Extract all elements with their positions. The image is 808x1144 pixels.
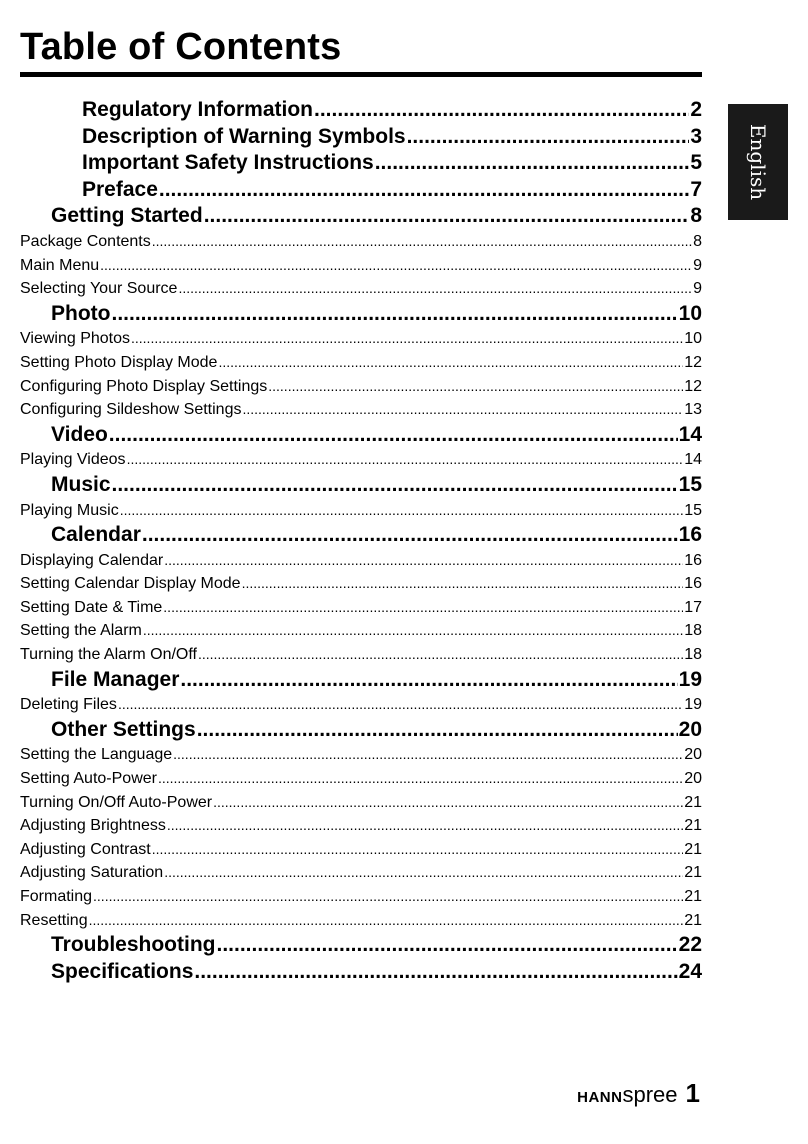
language-tab-label: English [746,123,770,201]
toc-entry-title: Setting Photo Display Mode [20,353,218,371]
toc-entry-page: 21 [684,840,702,858]
toc-entry-page: 8 [693,232,702,250]
toc-entry[interactable] [20,596,702,620]
toc-entry-page: 20 [678,717,702,741]
toc-leader-dots [112,472,678,499]
toc-entry[interactable] [20,767,702,791]
toc-leader-dots [131,327,683,351]
toc-entry-title: Adjusting Brightness [20,817,166,835]
toc-entry-title: Setting the Alarm [20,622,142,640]
toc-entry-title: Deleting Files [20,696,117,714]
toc-entry-title: File Manager [51,667,180,691]
toc-entry-title: Music [51,472,111,496]
toc-entry-title: Photo [51,301,111,325]
toc-entry[interactable] [20,909,702,933]
toc-entry[interactable] [20,177,702,204]
toc-entry[interactable] [20,327,702,351]
toc-entry[interactable] [20,549,702,573]
toc-entry[interactable] [20,301,702,328]
toc-leader-dots [109,422,678,449]
toc-entry-title: Setting Date & Time [20,598,163,616]
toc-leader-dots [93,885,683,909]
toc-leader-dots [164,861,683,885]
toc-entry-page: 12 [684,377,702,395]
toc-entry-page: 21 [684,911,702,929]
toc-entry-page: 13 [684,401,702,419]
toc-leader-dots [164,549,683,573]
toc-entry[interactable] [20,124,702,151]
toc-leader-dots [242,398,683,422]
toc-entry[interactable] [20,885,702,909]
toc-leader-dots [120,499,684,523]
toc-entry[interactable] [20,351,702,375]
toc-entry-title: Selecting Your Source [20,280,178,298]
toc-entry[interactable] [20,254,702,278]
toc-leader-dots [89,909,684,933]
toc-entry-title: Setting the Language [20,746,173,764]
toc-entry-page: 20 [684,770,702,788]
toc-leader-dots [167,814,683,838]
toc-leader-dots [242,572,684,596]
toc-entry-title: Setting Auto-Power [20,770,157,788]
toc-entry-page: 19 [684,696,702,714]
toc-entry-title: Resetting [20,911,88,929]
toc-entry-title: Video [51,422,108,446]
toc-leader-dots [218,351,683,375]
toc-entry[interactable] [20,619,702,643]
toc-leader-dots [268,375,683,399]
page-footer [577,1078,700,1110]
toc-entry-page: 16 [684,575,702,593]
toc-entry[interactable] [20,959,702,986]
toc-entry-title: Regulatory Information [82,98,314,121]
toc-leader-dots [173,743,683,767]
toc-entry-title: Description of Warning Symbols [82,124,406,148]
toc-entry[interactable] [20,375,702,399]
toc-entry-page: 16 [684,551,702,569]
toc-leader-dots [158,767,683,791]
toc-entry[interactable] [20,838,702,862]
toc-entry[interactable] [20,693,702,717]
toc-entry[interactable] [20,861,702,885]
toc-entry-page: 10 [678,301,702,325]
toc-entry[interactable] [20,398,702,422]
toc-entry-title: Configuring Photo Display Settings [20,377,268,395]
toc-leader-dots [100,254,692,278]
toc-entry-page: 18 [684,646,702,664]
page-title: Table of Contents [20,26,342,68]
toc-entry-title: Viewing Photos [20,330,130,348]
toc-entry[interactable] [20,743,702,767]
toc-entry-page: 16 [678,523,702,547]
toc-entry-title: Configuring Sildeshow Settings [20,401,242,419]
toc-entry-title: Adjusting Saturation [20,864,164,882]
toc-leader-dots [198,643,683,667]
toc-leader-dots [159,177,689,204]
toc-entry[interactable] [20,522,702,549]
toc-entry[interactable] [20,643,702,667]
toc-leader-dots [194,959,677,986]
toc-entry-page: 19 [678,667,702,691]
table-of-contents [20,97,702,985]
toc-entry-title: Other Settings [51,717,196,741]
toc-entry[interactable] [20,422,702,449]
toc-leader-dots [142,522,678,549]
toc-entry-page: 15 [678,472,702,496]
toc-entry-page: 12 [684,353,702,371]
toc-leader-dots [118,693,683,717]
toc-entry[interactable] [20,814,702,838]
toc-entry[interactable] [20,572,702,596]
language-tab [728,104,788,220]
toc-entry-page: 14 [684,451,702,469]
toc-entry-title: Troubleshooting [51,933,216,957]
toc-entry-page: 2 [690,98,702,121]
toc-leader-dots [180,667,677,694]
toc-entry-title: Package Contents [20,232,151,250]
toc-entry[interactable] [20,791,702,815]
toc-entry[interactable] [20,448,702,472]
toc-entry-page: 21 [684,817,702,835]
toc-leader-dots [143,619,683,643]
toc-entry-page: 18 [684,622,702,640]
toc-entry-title: Playing Videos [20,451,126,469]
toc-entry-title: Adjusting Contrast [20,840,151,858]
toc-entry-title: Calendar [51,523,141,547]
toc-entry[interactable] [20,932,702,959]
toc-entry-title: Formating [20,888,93,905]
toc-leader-dots [407,124,690,151]
toc-entry-title: Preface [82,177,158,201]
toc-entry-page: 20 [684,746,702,764]
toc-leader-dots [178,277,692,301]
toc-entry-page: 3 [690,124,702,148]
toc-entry-title: Specifications [51,959,194,983]
brand-logo-light: spree [622,1082,678,1107]
toc-entry-title: Getting Started [51,204,203,228]
toc-entry-page: 15 [684,501,702,519]
toc-entry-page: 9 [693,256,702,274]
toc-entry-page: 14 [678,422,702,446]
toc-entry-title: Important Safety Instructions [82,151,374,175]
toc-entry[interactable] [20,667,702,694]
toc-entry-page: 21 [684,888,702,905]
toc-entry-title: Main Menu [20,256,100,274]
toc-entry-page: 22 [678,933,702,957]
toc-entry-page: 9 [693,280,702,298]
toc-entry-page: 21 [684,864,702,882]
toc-entry[interactable] [20,717,702,744]
toc-leader-dots [314,97,689,124]
toc-entry-page: 10 [684,330,702,348]
toc-entry-page: 8 [690,204,702,228]
toc-entry[interactable] [20,150,702,177]
toc-entry[interactable] [20,203,702,230]
toc-entry-page: 24 [678,959,702,983]
toc-entry-page: 21 [684,793,702,811]
toc-entry[interactable] [20,277,702,301]
toc-leader-dots [152,838,683,862]
toc-leader-dots [152,230,692,254]
title-divider [20,72,702,77]
toc-entry-page: 7 [690,177,702,201]
toc-entry-title: Playing Music [20,501,119,519]
toc-entry-title: Setting Calendar Display Mode [20,575,241,593]
toc-entry[interactable] [20,97,702,124]
toc-entry-title: Turning On/Off Auto-Power [20,793,213,811]
toc-entry-page: 5 [690,151,702,175]
toc-leader-dots [204,203,690,230]
toc-leader-dots [163,596,683,620]
toc-leader-dots [111,301,677,328]
toc-leader-dots [197,717,678,744]
toc-entry[interactable] [20,230,702,254]
toc-leader-dots [127,448,684,472]
toc-entry-page: 17 [684,598,702,616]
toc-leader-dots [213,791,683,815]
toc-entry[interactable] [20,472,702,499]
toc-entry[interactable] [20,499,702,523]
toc-leader-dots [216,932,677,959]
brand-logo-bold: HANN [577,1089,623,1106]
page-number: 1 [685,1078,700,1108]
toc-entry-title: Turning the Alarm On/Off [20,646,197,664]
toc-entry-title: Displaying Calendar [20,551,164,569]
toc-leader-dots [375,150,690,177]
